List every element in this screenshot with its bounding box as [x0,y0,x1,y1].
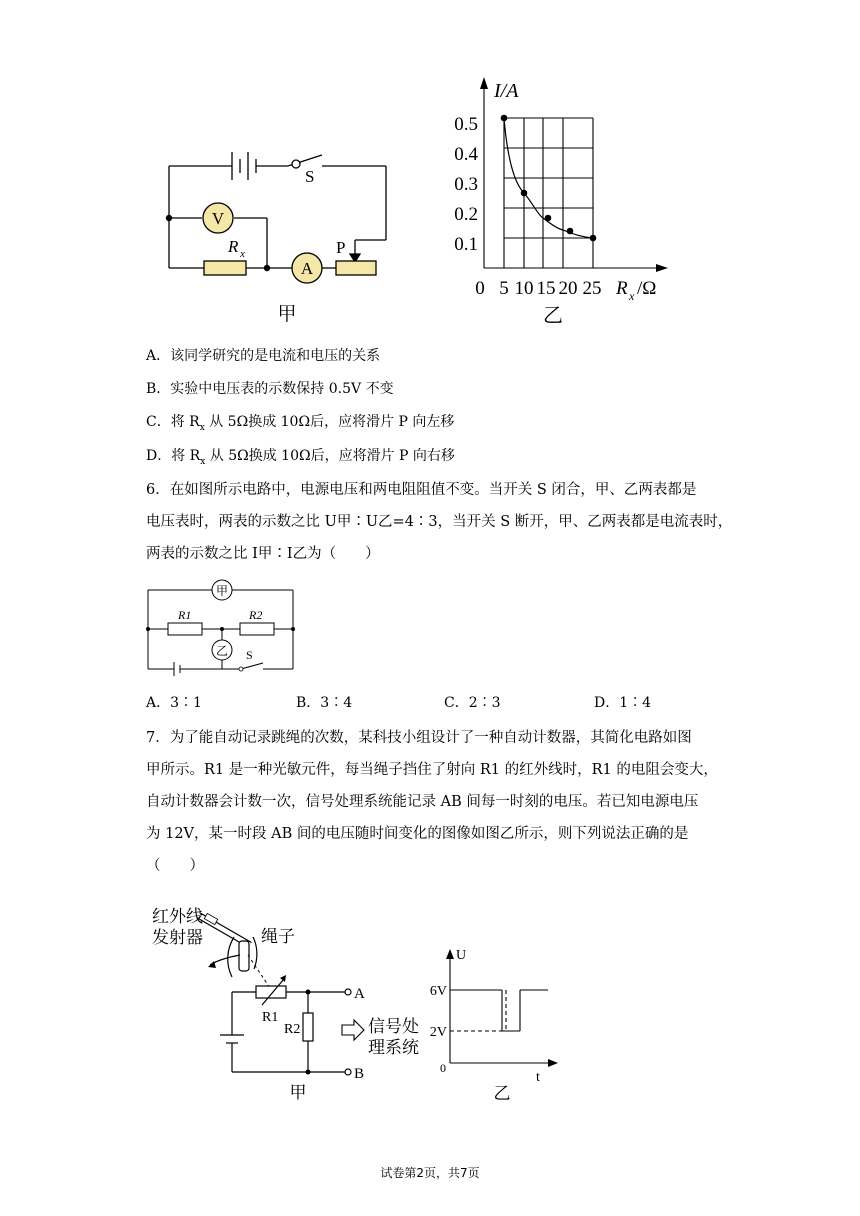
terminal-b-label: B [354,1066,365,1082]
caption-jia: 甲 [277,303,297,325]
y-tick: 0.5 [454,114,478,135]
rheostat [336,261,376,275]
x-tick: 10 [514,278,534,299]
rx-label-sub: x [240,248,245,260]
x-axis-label-sub: x [629,289,635,303]
x-axis-unit: /Ω [637,278,657,299]
x-tick: 0 [475,278,485,299]
q7-circuit-figure [140,895,425,1110]
resistor-r2 [303,1013,313,1041]
signal-label-line2: 理系统 [368,1038,419,1058]
q6-choice-a: A．3∶1 [146,695,202,711]
high-level-label: 6V [429,984,447,999]
rx-label: R [228,237,239,256]
q6-choice-b: B．3∶4 [296,695,353,711]
q6-line-3: 两表的示数之比 I甲∶I乙为（ ） [146,546,380,562]
switch-contact [292,160,300,168]
q7-line-3: 自动计数器会计数一次，信号处理系统能记录 AB 间每一时刻的电压。若已知电源电压 [146,794,699,810]
resistor-rx [204,261,246,275]
caption-jia: 甲 [289,1083,307,1103]
q7-line-4: 为 12V，某一时段 AB 间的电压随时间变化的图像如图乙所示，则下列说法正确的是 [146,826,689,842]
q6-stem [146,474,732,570]
graph-grid [504,118,593,268]
q6-choice-c: C．2∶3 [444,695,501,711]
emitter-label-line2: 发射器 [152,928,203,948]
ammeter-label: A [300,259,314,278]
meter-jia-label: 甲 [215,584,229,598]
photoresistor-r1 [256,986,286,998]
infrared-emitter [198,913,250,945]
caption-yi: 乙 [493,1084,511,1104]
low-level-label: 2V [429,1025,447,1040]
page-footer: 试卷第2页，共7页 [380,1166,480,1180]
q5-option-d: D．将 $R_x$ 从 5Ω换成 10Ω后，应将滑片 P 向右移 [146,448,455,467]
resistor-r2 [240,623,274,635]
q5-option-a: A．该同学研究的是电流和电压的关系 [146,348,381,364]
data-point [590,235,597,242]
q7-line-5: （ ） [146,858,204,874]
q7-line-1: 7．为了能自动记录跳绳的次数，某科技小组设计了一种自动计数器，其简化电路如图 [146,730,692,746]
resistor-r1 [168,623,202,635]
q5-circuit-figure [150,130,400,330]
y-tick: 0.4 [454,144,478,165]
r2-label: R2 [249,608,263,622]
switch-s-label: S [246,648,253,662]
data-point [567,228,574,235]
q6-choice-d: D．1∶4 [594,695,652,711]
q6-line-2: 电压表时，两表的示数之比 U甲∶U乙=4∶3，当开关 S 断开，甲、乙两表都是电流表时， [146,514,733,530]
signal-arrow-icon [342,1020,364,1040]
data-point [545,215,552,222]
terminal-b [345,1069,351,1075]
x-tick: 5 [499,278,509,299]
y-tick: 0.2 [454,204,478,225]
x-tick: 25 [582,278,602,299]
y-tick: 0.1 [454,234,478,255]
q5-option-b: B．实验中电压表的示数保持 0.5V 不变 [146,381,394,397]
data-point [501,115,508,122]
t-axis-label: t [536,1070,540,1085]
rope-label: 绳子 [261,927,295,947]
x-tick: 20 [558,278,578,299]
infrared-beam [248,955,270,988]
q7-line-2: 甲所示。R1 是一种光敏元件，每当绳子挡住了射向 R1 的红外线时，R1 的电阻会变大， [146,762,718,778]
q5-current-resistance-graph [440,75,700,330]
x-tick: 15 [536,278,556,299]
data-point [521,190,528,197]
switch-label: S [305,167,315,186]
terminal-a-label: A [354,986,365,1002]
slider-label: P [336,238,346,257]
q7-voltage-time-graph [420,945,570,1105]
x-axis-label: R [616,278,628,299]
meter-yi-label: 乙 [215,644,229,658]
y-axis-label: I/A [494,80,519,102]
y-tick: 0.3 [454,174,478,195]
q6-line-1: 6．在如图所示电路中，电源电压和两电阻阻值不变。当开关 S 闭合，甲、乙两表都是 [146,482,697,498]
q5-option-c: C．将 $R_x$ 从 5Ω换成 10Ω后，应将滑片 P 向左移 [146,414,455,433]
q7-stem [146,722,718,882]
r1-label: R1 [178,608,192,622]
voltmeter-label: V [211,209,225,228]
r1-label: R1 [262,1010,279,1025]
emitter-label-line1: 红外线 [152,907,203,927]
r2-label: R2 [284,1022,301,1037]
origin-label: 0 [440,1061,446,1075]
u-axis-label: U [456,948,467,963]
signal-label-line1: 信号处 [368,1017,419,1037]
terminal-a [345,989,351,995]
caption-yi: 乙 [543,303,563,327]
q6-circuit-figure [143,577,303,679]
